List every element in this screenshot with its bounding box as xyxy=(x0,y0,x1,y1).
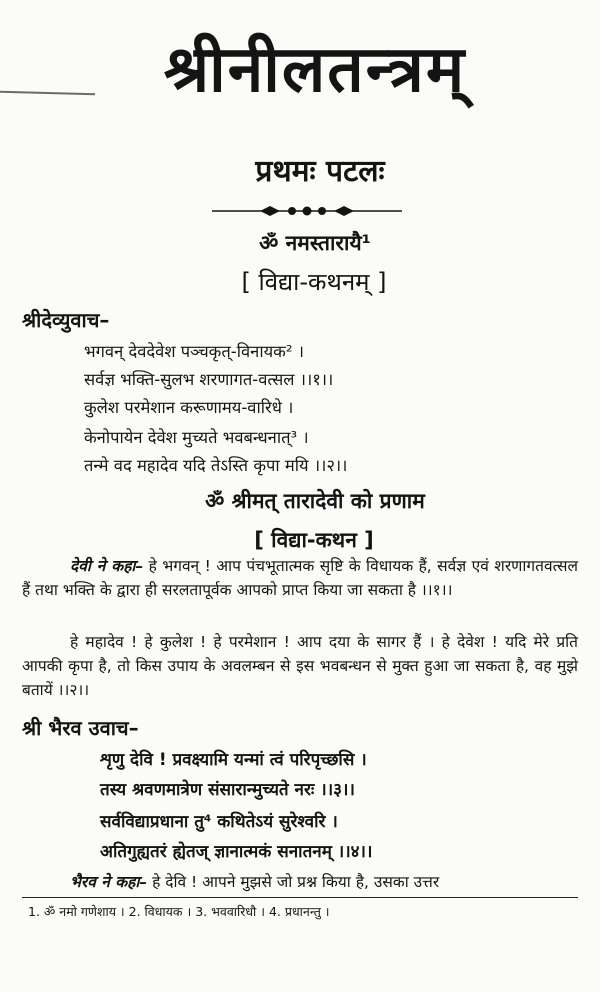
verse-line: शृणु देवि ! प्रवक्ष्यामि यन्मां त्वं परिपृच्छसि । xyxy=(100,750,367,770)
invocation-sanskrit: ॐ नमस्तारायै¹ xyxy=(259,231,371,255)
speaker-bhairava: श्री भैरव उवाच– xyxy=(22,716,139,740)
speaker-devi: श्रीदेव्युवाच– xyxy=(22,308,110,332)
book-title: श्रीनीलतन्त्रम् xyxy=(163,33,467,107)
verse-line: केनोपायेन देवेश मुच्यते भवबन्धनात्³ । xyxy=(84,428,309,447)
invocation-hindi: ॐ श्रीमत् तारादेवी को प्रणाम xyxy=(205,489,425,513)
ornament-divider xyxy=(212,204,402,218)
prose-bhairava xyxy=(22,870,578,894)
verse-line: अतिगुह्यतरं ह्येतज् ज्ञानात्मकं सनातनम् ।।४।। xyxy=(100,842,373,862)
footnote-divider xyxy=(22,897,578,898)
prose-devi xyxy=(22,554,578,602)
prose-devi-lead: देवी ने कहा– xyxy=(70,557,144,575)
prose-devi-text: हे भगवन् ! आप पंचभूतात्मक सृष्टि के विधायक हैं, सर्वज्ञ एवं शरणागतवत्सल हैं तथा भक्ति के द्वारा ही सरलतापूर्वक आपको प्राप्त किया जा सकता है ।।१।। xyxy=(22,557,578,599)
verse-line: सर्वज्ञ भक्ति-सुलभ शरणागत-वत्सल ।।१।। xyxy=(84,370,334,389)
verse-line: भगवन् देवदेवेश पञ्चकृत्-विनायक² । xyxy=(84,342,304,361)
verse-line: तन्मे वद महादेव यदि तेऽस्ति कृपा मयि ।।२।। xyxy=(84,456,348,475)
chapter-title: प्रथमः पटलः xyxy=(255,154,385,189)
prose-devi-p2: हे महादेव ! हे कुलेश ! हे परमेशान ! आप दया के सागर हैं । हे देवेश ! यदि मेरे प्रति आपकी कृपा है, तो किस उपाय के अवलम्बन से इस भवबन्धन से मुक्त हुआ जा सकता है, वह मुझे बतायें ।।२।। xyxy=(22,633,578,699)
verse-line: तस्य श्रवणमात्रेण संसारान्मुच्यते नरः ।।३।। xyxy=(100,780,355,800)
prose-bhairava-text: हे देवि ! आपने मुझसे जो प्रश्न किया है, उसका उत्तर xyxy=(147,873,440,891)
prose-bhairava-lead: भैरव ने कहा– xyxy=(70,873,148,891)
section-heading-sanskrit: [ विद्या-कथनम् ] xyxy=(241,268,387,296)
section-heading-hindi: [ विद्या-कथन ] xyxy=(254,528,374,552)
verse-line: कुलेश परमेशान करूणामय-वारिधे । xyxy=(84,398,294,417)
verse-line: सर्वविद्याप्रधाना तु⁴ कथितेऽयं सुरेश्वरि । xyxy=(100,812,338,832)
footnotes: 1. ॐ नमो गणेशाय । 2. विधायक । 3. भववारिधौ । 4. प्रधानन्तु । xyxy=(28,904,330,919)
